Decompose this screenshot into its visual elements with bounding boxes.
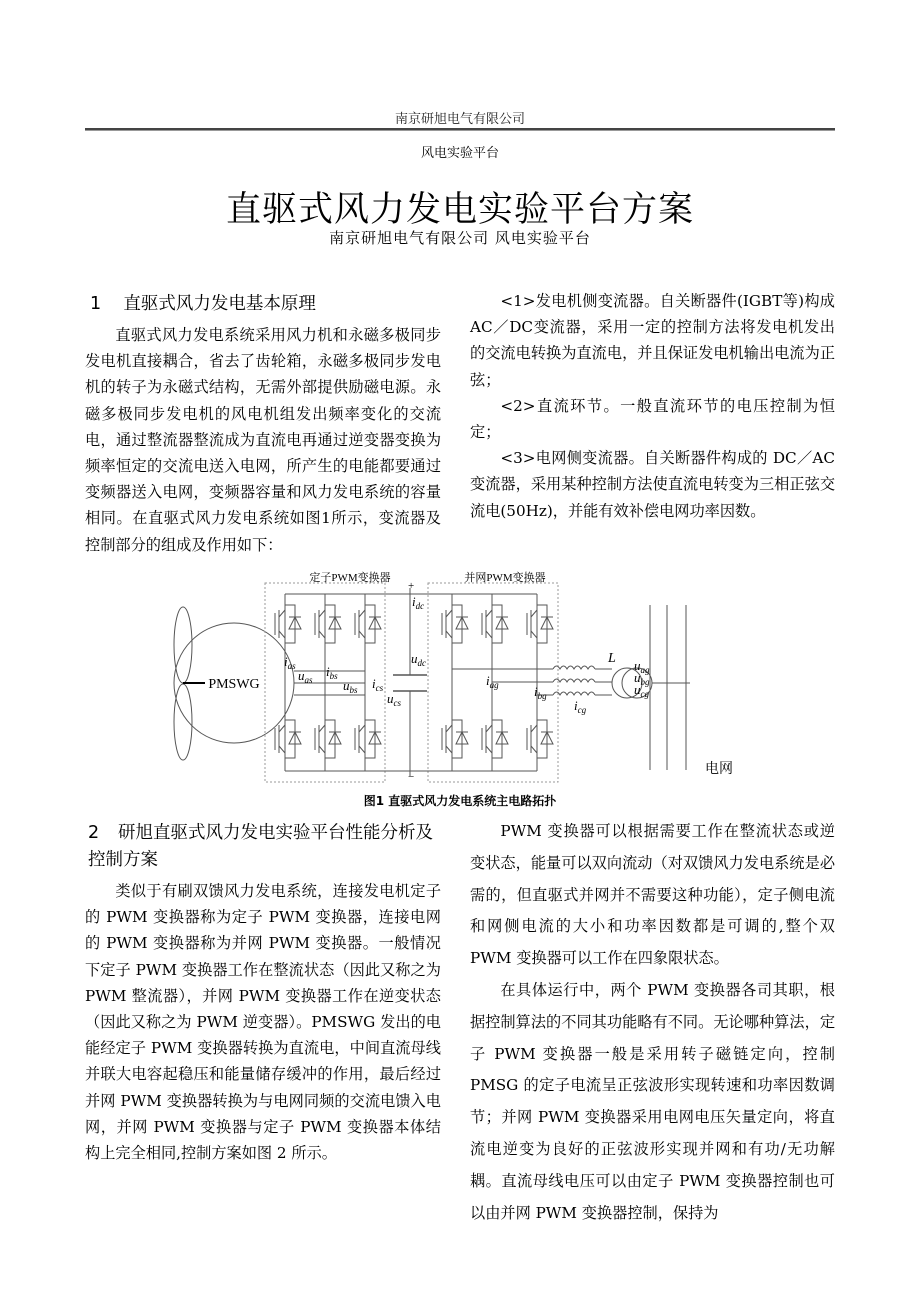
section-title: 直驱式风力发电基本原理: [123, 294, 316, 314]
variable-label-uag: $u_{ag}$: [634, 658, 650, 675]
variable-label-ucs: $u_{cs}$: [387, 691, 401, 708]
variable-label-idc: $i_{dc}$: [412, 594, 425, 611]
igbt-switch: [442, 720, 468, 758]
turbine-blade-bottom: [174, 684, 192, 760]
section-1-heading: [90, 291, 316, 318]
paragraph: PWM 变换器可以根据需要工作在整流状态或逆变状态，能量可以双向流动（对双馈风力发电系统是必需的，但直驱式并网并不需要这种功能），定子侧电流和网侧电流的大小和功率因数都是可调的,整个双 PWM 变换器可以工作在四象限状态。: [470, 822, 835, 968]
inductor-b: [553, 679, 595, 682]
igbt-switch: [482, 605, 508, 643]
igbt-switch: [355, 720, 381, 758]
generator-label: PMSWG: [208, 677, 260, 692]
inductor-a: [553, 666, 595, 669]
igbt-switch: [482, 720, 508, 758]
variable-label-ubg: $u_{bg}$: [634, 670, 650, 687]
section-title: 研旭直驱式风力发电实验平台性能分析及控制方案: [88, 823, 433, 870]
document-title: 直驱式风力发电实验平台方案: [225, 190, 694, 230]
section-1-body: [85, 322, 441, 558]
minus-sign: −: [408, 771, 415, 783]
variable-label-ibg: $i_{bg}$: [534, 684, 547, 701]
turbine-blade-top: [174, 607, 192, 683]
igbt-switch: [527, 605, 553, 643]
section-2-body: [85, 878, 441, 1166]
grid-label: 电网: [705, 762, 733, 777]
list-item: <2>直流环节。一般直流环节的电压控制为恒定；: [470, 396, 835, 442]
variable-label-ubs: $u_{bs}$: [343, 678, 358, 695]
list-item: <3>电网侧变流器。自关断器件构成的 DC／AC 变流器，采用某种控制方法使直流电转变为三相正弦交流电(50Hz)，并能有效补偿电网功率因数。: [470, 449, 835, 520]
inductor-c: [553, 692, 595, 695]
variable-label-ics: $i_{cs}$: [372, 676, 384, 693]
igbt-switch: [355, 605, 381, 643]
list-item: <1>发电机侧变流器。自关断器件(IGBT等)构成AC／DC变流器，采用一定的控制方法将发电机发出的交流电转换为直流电，并且保证发电机输出电流为正弦；: [470, 292, 835, 389]
grid-converter-label: 并网PWM变换器: [464, 572, 546, 584]
igbt-switch: [275, 720, 301, 758]
variable-label-ibs: $i_{bs}$: [326, 664, 338, 681]
igbt-switch: [315, 605, 341, 643]
figure-1-caption: 图1 直驱式风力发电系统主电路拓扑: [363, 794, 557, 808]
paragraph: 在具体运行中，两个 PWM 变换器各司其职，根据控制算法的不同其功能略有不同。无论哪种算法，定子 PWM 变换器一般是采用转子磁链定向，控制 PMSG 的定子电流呈正弦波形实现转速和功率因数调节；并网 PWM 变换器采用电网电压矢量定向，将直流电逆变为良好的正弦波形实现并网和有功/无功解耦。直流母线电压可以由定子 PWM 变换器控制也可以由并网 PWM 变换器控制，保持为: [470, 980, 835, 1222]
variable-label-udc: $u_{dc}$: [411, 651, 426, 668]
document-subtitle: 南京研旭电气有限公司 风电实验平台: [329, 229, 591, 247]
variable-label-iag: $i_{ag}$: [486, 673, 499, 690]
section-2-heading: [88, 820, 448, 874]
header-rule: [85, 128, 835, 131]
variable-label-ias: $i_{as}$: [284, 654, 296, 671]
inductor-label: L: [608, 651, 616, 666]
paragraph: 直驱式风力发电系统采用风力机和永磁多极同步发电机直接耦合，省去了齿轮箱，永磁多极同步发电机的转子为永磁式结构，无需外部提供励磁电源。永磁多极同步发电机的风电机组发出频率变化的交流电，通过整流器整流成为直流电再通过逆变器变换为频率恒定的交流电送入电网，所产生的电能都要通过变频器送入电网，变频器容量和风力发电系统的容量相同。在直驱式风力发电系统如图1所示，变流器及控制部分的组成及作用如下：: [85, 326, 441, 554]
plus-sign: +: [408, 580, 415, 592]
igbt-switch: [442, 605, 468, 643]
header-section: 风电实验平台: [420, 146, 499, 161]
section-number: 2: [88, 823, 100, 843]
igbt-switch: [527, 720, 553, 758]
igbt-switch: [275, 605, 301, 643]
paragraph: 类似于有刷双馈风力发电系统，连接发电机定子的 PWM 变换器称为定子 PWM 变换器，连接电网的 PWM 变换器称为并网 PWM 变换器。一般情况下定子 PWM 变换器工作在整流状态（因此又称之为 PWM 整流器），并网 PWM 变换器工作在逆变状态（因此又称之为 PWM 逆变器）。PMSWG 发出的电能经定子 PWM 变换器转换为直流电，中间直流母线并联大电容起稳压和能量储存缓冲的作用，最后经过并网 PWM 变换器转换为与电网同频的交流电馈入电网，并网 PWM 变换器与定子 PWM 变换器本体结构上完全相同,控制方案如图 2 所示。: [85, 882, 441, 1163]
right-column-text: [470, 816, 835, 1229]
variable-label-icg: $i_{cg}$: [574, 698, 587, 715]
header-company: 南京研旭电气有限公司: [394, 112, 525, 127]
stator-converter-label: 定子PWM变换器: [309, 572, 391, 584]
variable-label-ucg: $u_{cg}$: [634, 682, 649, 699]
section-number: 1: [90, 294, 102, 314]
figure-1-circuit-diagram: [170, 565, 750, 790]
igbt-switch: [315, 720, 341, 758]
variable-label-uas: $u_{as}$: [298, 668, 313, 685]
converter-list: [470, 288, 835, 524]
